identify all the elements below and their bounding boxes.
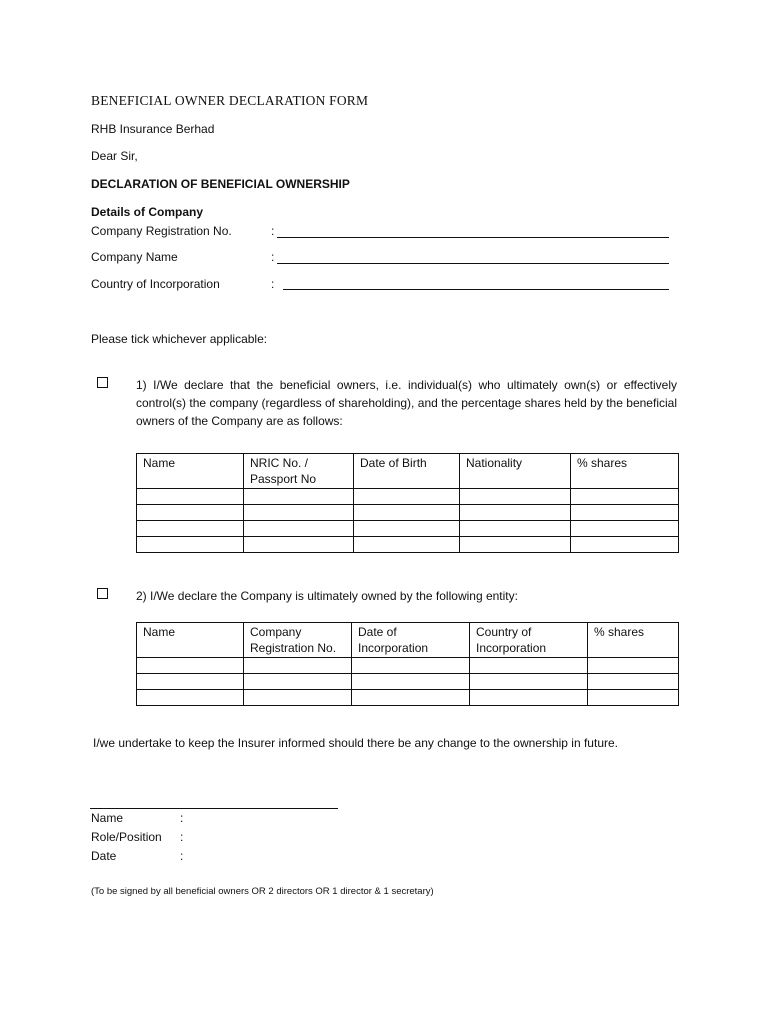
signature-role-label: Role/Position — [91, 830, 162, 844]
table-cell[interactable] — [354, 489, 460, 505]
table-cell[interactable] — [460, 521, 571, 537]
table-cell[interactable] — [137, 521, 244, 537]
table-cell[interactable] — [137, 690, 244, 706]
table-row — [137, 505, 679, 521]
undertaking-statement: I/we undertake to keep the Insurer informed should there be any change to the ownership in future. — [93, 736, 618, 750]
declaration-heading: DECLARATION OF BENEFICIAL OWNERSHIP — [91, 177, 350, 191]
tick-instruction: Please tick whichever applicable: — [91, 332, 268, 346]
table-cell[interactable] — [352, 674, 470, 690]
column-header: % shares — [571, 454, 679, 489]
table-cell[interactable] — [571, 521, 679, 537]
table-cell[interactable] — [571, 489, 679, 505]
table-cell[interactable] — [137, 505, 244, 521]
field-colon: : — [180, 830, 184, 844]
column-header: Name — [137, 623, 244, 658]
salutation: Dear Sir, — [91, 149, 138, 163]
table-cell[interactable] — [460, 505, 571, 521]
table-cell[interactable] — [352, 690, 470, 706]
table-cell[interactable] — [244, 690, 352, 706]
table-cell[interactable] — [244, 489, 354, 505]
column-header: Date of Incorporation — [352, 623, 470, 658]
field-colon: : — [180, 849, 184, 863]
table-cell[interactable] — [137, 537, 244, 553]
column-header: Nationality — [460, 454, 571, 489]
table-header-row — [137, 623, 679, 658]
option1-checkbox[interactable] — [97, 377, 108, 388]
country-of-incorporation-label: Country of Incorporation — [91, 277, 220, 291]
table-cell[interactable] — [571, 537, 679, 553]
table-cell[interactable] — [354, 505, 460, 521]
table-cell[interactable] — [470, 658, 588, 674]
table-cell[interactable] — [244, 537, 354, 553]
column-header: % shares — [588, 623, 679, 658]
insurer-name: RHB Insurance Berhad — [91, 122, 215, 136]
table-row — [137, 674, 679, 690]
option2-checkbox[interactable] — [97, 588, 108, 599]
option1-text: 1) I/We declare that the beneficial owners, i.e. individual(s) who ultimately own(s) or effectively control(s) the company (regardless of shareholding), and the percentage shares held by the beneficial owners of the Company are as follows: — [136, 378, 677, 428]
column-header: Name — [137, 454, 244, 489]
signature-line[interactable] — [90, 808, 338, 809]
column-header: Date of Birth — [354, 454, 460, 489]
table-cell[interactable] — [588, 690, 679, 706]
table-cell[interactable] — [354, 537, 460, 553]
table-cell[interactable] — [244, 674, 352, 690]
table-cell[interactable] — [588, 674, 679, 690]
option2-text: 2) I/We declare the Company is ultimately owned by the following entity: — [136, 589, 518, 603]
table-row — [137, 489, 679, 505]
table-cell[interactable] — [470, 674, 588, 690]
country-of-incorporation-field[interactable] — [283, 289, 669, 290]
owning-entity-table — [136, 622, 679, 706]
company-registration-field[interactable] — [277, 237, 669, 238]
signature-date-label: Date — [91, 849, 117, 863]
table-cell[interactable] — [571, 505, 679, 521]
field-colon: : — [271, 224, 275, 238]
company-details-heading: Details of Company — [91, 205, 204, 219]
table-cell[interactable] — [354, 521, 460, 537]
field-colon: : — [271, 277, 275, 291]
company-registration-label: Company Registration No. — [91, 224, 232, 238]
table-cell[interactable] — [244, 505, 354, 521]
signature-name-label: Name — [91, 811, 124, 825]
table-row — [137, 537, 679, 553]
table-cell[interactable] — [244, 521, 354, 537]
field-colon: : — [271, 250, 275, 264]
company-name-field[interactable] — [277, 263, 669, 264]
table-cell[interactable] — [460, 489, 571, 505]
table-cell[interactable] — [470, 690, 588, 706]
signing-footnote: (To be signed by all beneficial owners OR 2 directors OR 1 director & 1 secretary) — [91, 886, 434, 897]
table-cell[interactable] — [352, 658, 470, 674]
beneficial-owners-table — [136, 453, 679, 553]
column-header: NRIC No. / Passport No — [244, 454, 354, 489]
column-header: Company Registration No. — [244, 623, 352, 658]
company-name-label: Company Name — [91, 250, 178, 264]
field-colon: : — [180, 811, 184, 825]
table-row — [137, 690, 679, 706]
form-title: BENEFICIAL OWNER DECLARATION FORM — [91, 93, 369, 108]
table-row — [137, 658, 679, 674]
table-cell[interactable] — [244, 658, 352, 674]
table-cell[interactable] — [137, 658, 244, 674]
table-cell[interactable] — [137, 489, 244, 505]
column-header: Country of Incorporation — [470, 623, 588, 658]
table-header-row — [137, 454, 679, 489]
table-cell[interactable] — [588, 658, 679, 674]
table-cell[interactable] — [137, 674, 244, 690]
table-row — [137, 521, 679, 537]
table-cell[interactable] — [460, 537, 571, 553]
